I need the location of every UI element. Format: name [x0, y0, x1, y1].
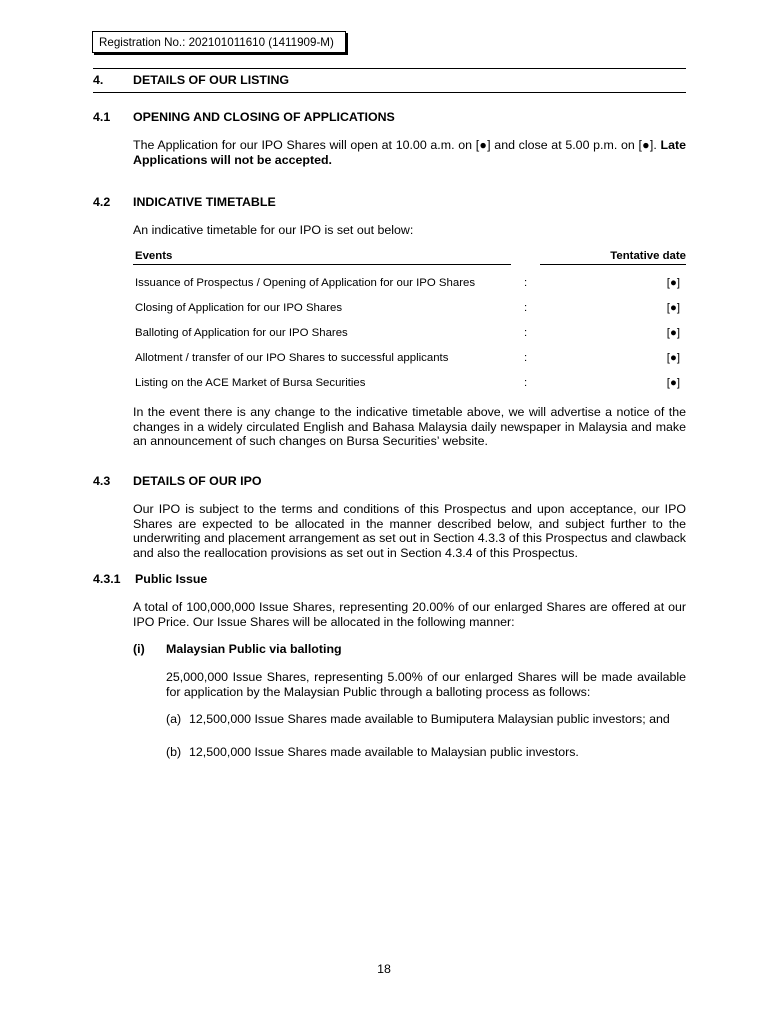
late-applications-notice: Late Applications will not be accepted.: [133, 138, 686, 167]
subsection-4-3-1-number: 4.3.1: [93, 572, 121, 586]
item-a-label: (a): [166, 712, 182, 726]
timetable-event: Listing on the ACE Market of Bursa Securities: [135, 377, 366, 389]
timetable-date: [●]: [666, 352, 680, 364]
section-title: DETAILS OF OUR LISTING: [133, 73, 290, 87]
timetable-row: [135, 302, 686, 317]
subsection-4-2-title: INDICATIVE TIMETABLE: [133, 195, 276, 209]
subsection-4-1-body: [133, 138, 686, 167]
timetable-date: [●]: [666, 377, 680, 389]
timetable-colon: :: [524, 277, 528, 289]
section-bottom-rule: [93, 92, 686, 93]
subsection-4-3-number: 4.3: [93, 474, 111, 488]
subsection-4-3-body: Our IPO is subject to the terms and conditions of this Prospectus and upon acceptance, our IPO Shares are expected to be allocated in the manner described below, and subject further to the underwriting and placement arrangement as set out in Section 4.3.3 of this Prospectus and clawback and also the reallocation provisions as set out in Section 4.3.4 of this Prospectus.: [133, 502, 686, 560]
item-i-title: Malaysian Public via balloting: [166, 642, 342, 656]
timetable-colon: :: [524, 302, 528, 314]
timetable-row: [135, 277, 686, 292]
item-a-text: 12,500,000 Issue Shares made available to Bumiputera Malaysian public investors; and: [189, 712, 670, 726]
timetable-intro: An indicative timetable for our IPO is set out below:: [133, 223, 414, 237]
subsection-4-1-number: 4.1: [93, 110, 111, 124]
registration-number-box: Registration No.: 202101011610 (1411909-M): [92, 31, 346, 53]
item-b-text: 12,500,000 Issue Shares made available to Malaysian public investors.: [189, 745, 579, 759]
subsection-4-3-1-title: Public Issue: [135, 572, 208, 586]
item-b-label: (b): [166, 745, 182, 759]
item-i-label: (i): [133, 642, 145, 656]
timetable-colon: :: [524, 352, 528, 364]
timetable-header-date: Tentative date: [610, 250, 686, 262]
section-top-rule: [93, 68, 686, 69]
timetable-date-underline: [540, 264, 686, 265]
timetable-colon: :: [524, 327, 528, 339]
timetable-event: Allotment / transfer of our IPO Shares to successful applicants: [135, 352, 449, 364]
timetable-colon: :: [524, 377, 528, 389]
timetable-header-events: Events: [135, 250, 173, 262]
timetable-row: [135, 327, 686, 342]
section-number: 4.: [93, 73, 104, 87]
timetable-event: Issuance of Prospectus / Opening of Application for our IPO Shares: [135, 277, 476, 289]
subsection-4-2-number: 4.2: [93, 195, 111, 209]
timetable-date: [●]: [666, 302, 680, 314]
timetable-event: Balloting of Application for our IPO Shares: [135, 327, 348, 339]
page-number: 18: [377, 962, 391, 976]
timetable-row: [135, 377, 686, 392]
public-issue-body: A total of 100,000,000 Issue Shares, representing 20.00% of our enlarged Shares are offered at our IPO Price. Our Issue Shares will be allocated in the following manner:: [133, 600, 686, 629]
subsection-4-3-title: DETAILS OF OUR IPO: [133, 474, 262, 488]
timetable-change-note: In the event there is any change to the indicative timetable above, we will advertise a notice of the changes in a widely circulated English and Bahasa Malaysia daily newspaper in Malaysia and make an announcement of such changes on Bursa Securities’ website.: [133, 405, 686, 449]
timetable-events-underline: [133, 264, 511, 265]
application-period-text: The Application for our IPO Shares will open at 10.00 a.m. on [●] and close at 5.00 p.m. on [●].: [133, 138, 657, 152]
subsection-4-1-title: OPENING AND CLOSING OF APPLICATIONS: [133, 110, 395, 124]
timetable-event: Closing of Application for our IPO Shares: [135, 302, 343, 314]
timetable-date: [●]: [666, 327, 680, 339]
timetable-date: [●]: [666, 277, 680, 289]
timetable-row: [135, 352, 686, 367]
item-i-body: 25,000,000 Issue Shares, representing 5.00% of our enlarged Shares will be made available for application by the Malaysian Public through a balloting process as follows:: [166, 670, 686, 699]
